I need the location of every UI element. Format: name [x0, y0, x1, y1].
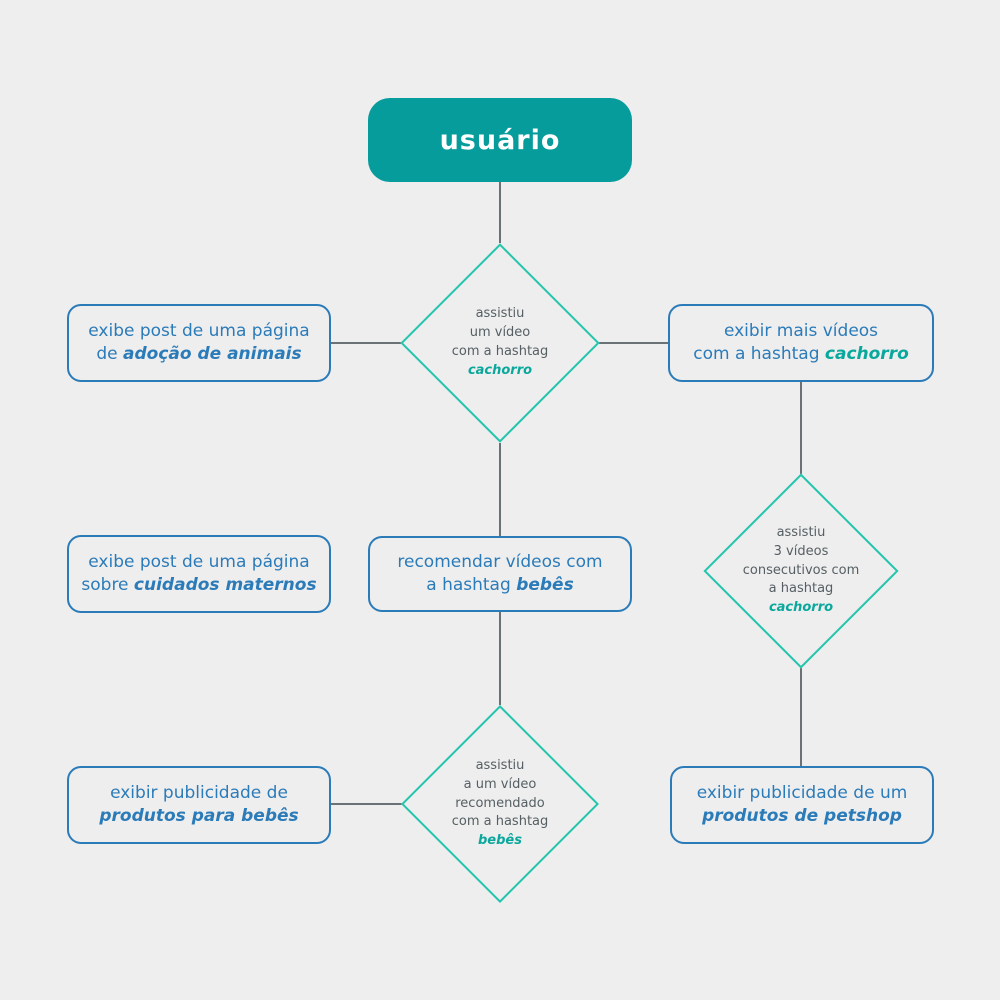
decision-label — [400, 243, 600, 443]
action-node-post-cuidados-maternos[interactable] — [67, 535, 331, 613]
action-emphasis: bebês — [516, 575, 574, 595]
decision-highlight: cachorro — [768, 600, 834, 616]
decision-line-1: assistiu — [776, 524, 826, 540]
action-line-2 — [88, 343, 309, 366]
action-line-2 — [397, 574, 602, 597]
action-line-1: exibir publicidade de um — [696, 783, 908, 804]
decision-node-video-recomendado[interactable] — [400, 705, 600, 903]
decision-node-3-videos-consecutivos[interactable] — [701, 474, 901, 668]
decision-line-4: com a hashtag — [451, 814, 549, 830]
decision-line-2: um vídeo — [469, 325, 531, 341]
decision-label — [701, 474, 901, 668]
action-line-2 — [99, 805, 298, 828]
action-label — [693, 320, 909, 366]
action-line-1: exibe post de uma página — [88, 321, 310, 342]
decision-line-1: assistiu — [475, 757, 525, 773]
action-line-1: exibe post de uma página — [88, 552, 310, 573]
root-node-usuario[interactable] — [368, 98, 632, 182]
action-line-2-prefix: com a hashtag — [693, 344, 825, 364]
action-line-2 — [693, 343, 909, 366]
action-emphasis: adoção de animais — [123, 344, 302, 364]
decision-line-4: a hashtag — [768, 581, 834, 597]
action-label — [81, 551, 316, 597]
action-line-2 — [81, 574, 316, 597]
action-label — [99, 782, 298, 828]
action-node-mais-videos-cachorro[interactable] — [668, 304, 934, 382]
action-line-2 — [697, 805, 908, 828]
action-line-1: exibir publicidade de — [110, 783, 288, 804]
decision-line-2: a um vídeo — [463, 776, 537, 792]
action-line-1: recomendar vídeos com — [397, 552, 603, 573]
action-line-2-prefix: a hashtag — [426, 575, 517, 595]
decision-highlight: bebês — [478, 833, 522, 849]
action-emphasis: produtos para bebês — [99, 806, 299, 826]
decision-line-3: consecutivos com — [742, 562, 860, 578]
decision-highlight: cachorro — [467, 362, 533, 378]
decision-line-3: com a hashtag — [451, 344, 549, 359]
action-label — [88, 320, 309, 366]
action-node-post-adocao-animais[interactable] — [67, 304, 331, 382]
action-node-publicidade-produtos-petshop[interactable] — [670, 766, 934, 844]
action-line-1: exibir mais vídeos — [723, 321, 879, 342]
action-emphasis: cuidados maternos — [133, 575, 317, 595]
action-emphasis: cachorro — [824, 344, 909, 364]
action-label — [397, 551, 602, 597]
action-line-2-prefix: sobre — [81, 575, 134, 595]
root-node-label: usuário — [439, 124, 561, 156]
action-emphasis: produtos de petshop — [702, 806, 902, 826]
decision-line-3: recomendado — [455, 795, 545, 811]
action-label — [697, 782, 908, 828]
decision-line-2: 3 vídeos — [773, 543, 829, 559]
action-node-recomendar-videos-bebes[interactable] — [368, 536, 632, 612]
action-node-publicidade-produtos-bebes[interactable] — [67, 766, 331, 844]
decision-label — [400, 705, 600, 903]
decision-node-assistiu-um-video[interactable] — [400, 243, 600, 443]
decision-line-1: assistiu — [475, 306, 525, 322]
action-line-2-prefix: de — [96, 344, 123, 364]
